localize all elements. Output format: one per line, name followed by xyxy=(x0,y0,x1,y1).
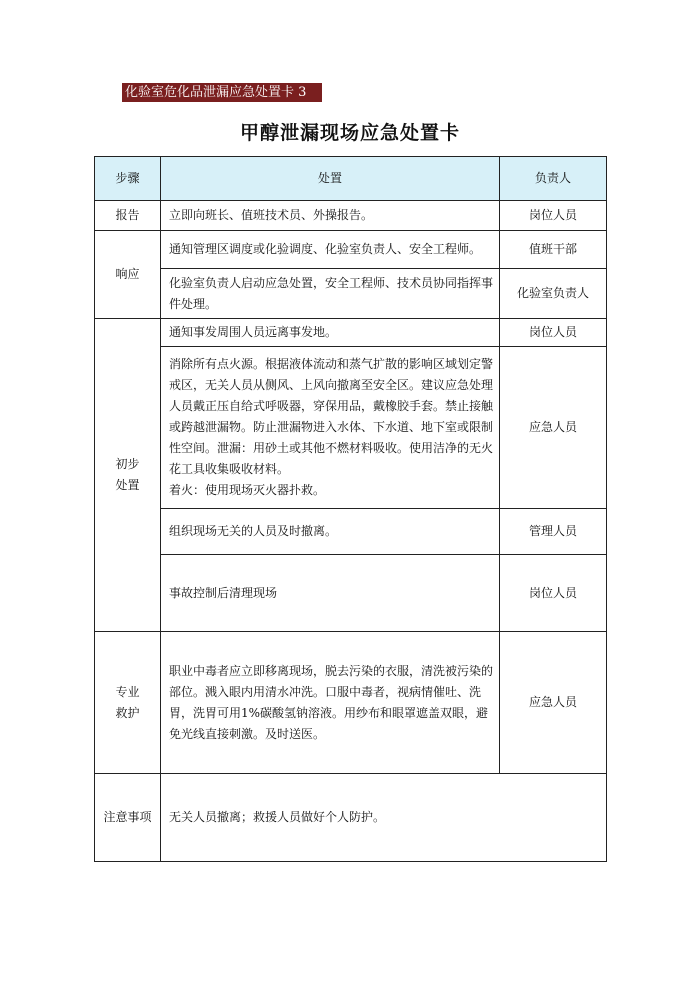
action-notes: 无关人员撤离；救援人员做好个人防护。 xyxy=(169,810,386,824)
step-rescue xyxy=(95,632,160,773)
header-step: 步骤 xyxy=(115,171,140,185)
owner-initial-4: 岗位人员 xyxy=(528,585,577,600)
emergency-card-table xyxy=(94,156,607,862)
header-action: 处置 xyxy=(317,171,342,185)
action-initial-1: 通知事发周围人员远离事发地。 xyxy=(169,325,338,339)
owner-initial-3: 管理人员 xyxy=(528,524,577,538)
step-rescue-line2: 救护 xyxy=(115,705,140,720)
card-number-badge: 化验室危化品泄漏应急处置卡 3 xyxy=(122,83,322,102)
action-initial-3: 组织现场无关的人员及时撤离。 xyxy=(169,524,338,538)
owner-rescue: 应急人员 xyxy=(528,695,577,709)
owner-initial-2: 应急人员 xyxy=(528,420,577,434)
step-report: 报告 xyxy=(115,208,140,222)
owner-response-2: 化验室负责人 xyxy=(516,286,589,300)
owner-report: 岗位人员 xyxy=(528,208,577,222)
action-response-1: 通知管理区调度或化验调度、化验室负责人、安全工程师。 xyxy=(169,242,482,256)
action-initial-2-text: 消除所有点火源。根据液体流动和蒸气扩散的影响区域划定警戒区，无关人员从侧风、上风向撤离至安全区。建议应急处理人员戴正压自给式呼吸器，穿保用品，戴橡胶手套。禁止接触或跨越泄漏物。防止泄漏物进入水体、下水道、地下室或限制性空间。泄漏：用砂土或其他不燃材料吸收。使用洁净的无火花工具收集吸收材料。 xyxy=(169,357,494,476)
step-initial-line2: 处置 xyxy=(115,478,140,492)
action-initial-4: 事故控制后清理现场 xyxy=(169,585,278,600)
page-title: 甲醇泄漏现场应急处置卡 xyxy=(239,122,460,144)
action-initial-2 xyxy=(161,347,499,508)
step-notes: 注意事项 xyxy=(103,810,152,824)
header-owner: 负责人 xyxy=(534,171,571,185)
owner-response-1: 值班干部 xyxy=(528,242,577,256)
action-initial-2-note: 着火：使用现场灭火器扑救。 xyxy=(169,483,326,497)
step-initial-line1: 初步 xyxy=(115,457,140,471)
step-rescue-line1: 专业 xyxy=(115,684,140,699)
action-response-2: 化验室负责人启动应急处置，安全工程师、技术员协同指挥事件处理。 xyxy=(169,275,494,311)
step-initial xyxy=(95,319,160,631)
action-rescue: 职业中毒者应立即移离现场，脱去污染的衣服，清洗被污染的部位。溅入眼内用清水冲洗。口服中毒者，视病情催吐、洗胃，洗胃可用1%碳酸氢钠溶液。用纱布和眼罩遮盖双眼，避免光线直接刺激。及时送医。 xyxy=(169,663,494,741)
owner-initial-1: 岗位人员 xyxy=(528,325,577,339)
step-response: 响应 xyxy=(115,267,140,281)
action-report: 立即向班长、值班技术员、外操报告。 xyxy=(169,208,374,222)
